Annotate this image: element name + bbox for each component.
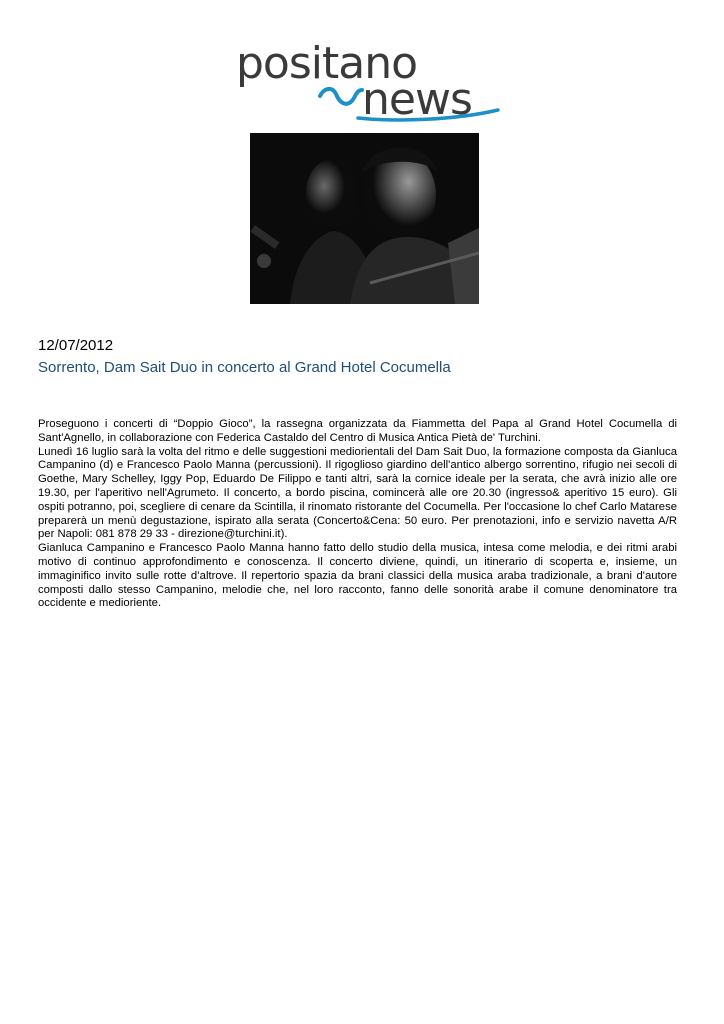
article-paragraph: Proseguono i concerti di “Doppio Gioco”, la rassegna organizzata da Fiammetta del Papa al Grand Hotel Cocumella di Sant'Agnello, in collaborazione con Federica Castaldo del Centro di Musica Antica Pietà de' Turchini.	[38, 418, 677, 444]
logo-word-news: news	[362, 74, 472, 122]
article-date: 12/07/2012	[38, 337, 114, 354]
article-body	[38, 418, 677, 611]
article-paragraph: Gianluca Campanino e Francesco Paolo Manna hanno fatto dello studio della musica, intesa come melodia, e dei ritmi arabi motivo di continuo approfondimento e conoscenza. Il concerto diviene, quindi, un itinerario di scoperta e, insieme, un immaginifico invito sulle rotte d’altrove. Il repertorio spazia da brani classici della musica araba tradizionale, a brani d'autore composti dallo stesso Campanino, melodie che, nel loro racconto, fanno delle sonorità arabe il comune denominatore tra occidente e medioriente.	[38, 542, 677, 610]
article-paragraph: Lunedì 16 luglio sarà la volta del ritmo e delle suggestioni mediorientali del Dam Sait Duo, la formazione composta da Gianluca Campanino (d) e Francesco Paolo Manna (percussioni). Il rigoglioso giardino dell'antico albergo sorrentino, rifugio nei secoli di Goethe, Mary Schelley, Iggy Pop, Eduardo De Filippo e tanti altri, sarà la cornice ideale per la serata, che avrà inizio alle ore 19.30, per l'aperitivo nell'Agrumeto. Il concerto, a bordo piscina, comincerà alle ore 20.30 (ingresso& aperitivo 15 euro). Gli ospiti potranno, poi, scegliere di cenare da Scintilla, il rinomato ristorante del Cocumella. Per l'occasione lo chef Carlo Matarese preparerà un menù degustazione, ispirato alla serata (Concerto&Cena: 50 euro. Per prenotazioni, info e servizio navetta A/R per Napoli: 081 878 29 33 - direzione@turchini.it).	[38, 445, 677, 541]
photo-musicians-icon	[250, 133, 479, 304]
logo-word-positano: positano	[236, 38, 418, 89]
article-title[interactable]: Sorrento, Dam Sait Duo in concerto al Grand Hotel Cocumella	[38, 359, 451, 376]
article-photo	[250, 133, 479, 304]
site-logo[interactable]	[236, 38, 502, 122]
logo-wave-icon	[320, 89, 362, 104]
positano-news-logo-icon	[236, 38, 502, 122]
